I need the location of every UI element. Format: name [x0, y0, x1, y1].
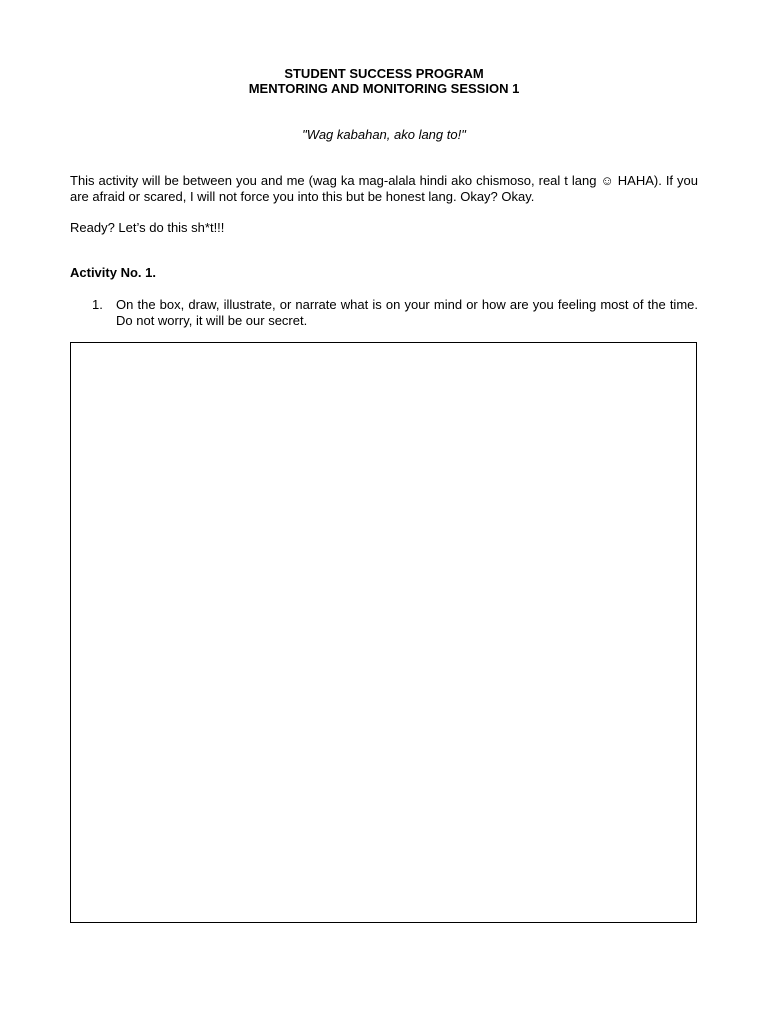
item-text: On the box, draw, illustrate, or narrate what is on your mind or how are you feeling most of the time. Do not worry, it will be our secret.: [116, 297, 698, 328]
program-title: STUDENT SUCCESS PROGRAM: [284, 66, 484, 81]
intro-paragraph: This activity will be between you and me (wag ka mag-alala hindi ako chismoso, real t lang ☺ HAHA). If you are afraid or scared, I will not force you into this but be honest lang. Okay? Okay.: [70, 173, 698, 204]
session-title: MENTORING AND MONITORING SESSION 1: [248, 81, 520, 96]
drawing-box[interactable]: [70, 342, 697, 923]
document-title: [0, 66, 768, 96]
quote-text: "Wag kabahan, ako lang to!": [302, 127, 466, 142]
activity-heading: Activity No. 1.: [70, 265, 156, 280]
ready-paragraph: Ready? Let’s do this sh*t!!!: [70, 220, 225, 235]
item-number: 1.: [92, 297, 103, 312]
activity-item: [92, 297, 698, 329]
